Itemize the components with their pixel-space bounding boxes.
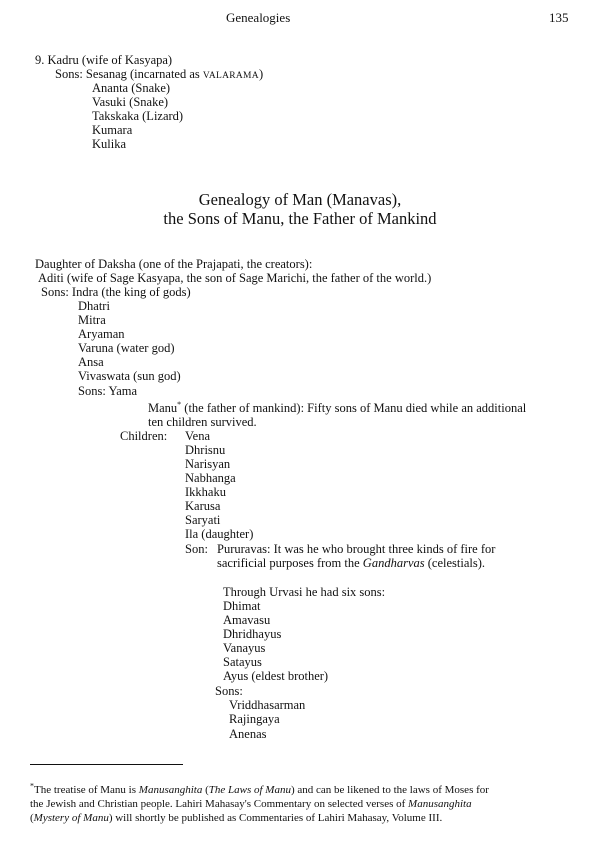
page-number: 135	[549, 10, 569, 25]
pururavas-line2-suffix: (celestials).	[424, 556, 485, 570]
pururavas-line2	[217, 556, 485, 570]
kadru-son: Takskaka (Lizard)	[92, 109, 184, 123]
running-header-title: Genealogies	[226, 10, 291, 25]
aditi-son: Dhatri	[78, 299, 110, 313]
footnote-marker: *	[177, 399, 182, 409]
urvasi-son: Vanayus	[223, 641, 266, 655]
footnote-line2	[30, 797, 590, 811]
son-label: Son:	[185, 542, 208, 556]
urvasi-son: Dhimat	[223, 599, 261, 613]
urvasi-son: Amavasu	[223, 613, 271, 627]
footnote-text: ) and can be likened to the laws of Moses for	[290, 784, 489, 796]
footnote-divider	[30, 764, 183, 765]
manu-child: Nabhanga	[185, 471, 236, 485]
manu-name: Manu	[148, 401, 178, 415]
ayus-son: Anenas	[229, 727, 267, 741]
urvasi-son: Ayus (eldest brother)	[223, 669, 329, 683]
manu-desc: (the father of mankind): Fifty sons of Manu died while an additional	[181, 401, 527, 415]
footnote-italic: Mystery of Manu	[33, 812, 109, 824]
kadru-sons-suffix: )	[258, 67, 264, 81]
ayus-son: Rajingaya	[229, 712, 280, 726]
aditi-son: Ansa	[78, 355, 104, 369]
footnote-line3	[30, 811, 590, 825]
footnote-text: the Jewish and Christian people. Lahiri Mahasay's Commentary on selected verses of	[30, 798, 409, 810]
manu-child: Vena	[185, 429, 210, 443]
urvasi-intro: Through Urvasi he had six sons:	[223, 585, 386, 599]
children-label: Children:	[120, 429, 168, 443]
daksha-line: Daughter of Daksha (one of the Prajapati, the creators):	[35, 257, 313, 271]
urvasi-son: Dhridhayus	[223, 627, 282, 641]
manu-child: Narisyan	[185, 457, 231, 471]
ayus-sons-label: Sons:	[215, 684, 243, 698]
aditi-son: Aryaman	[78, 327, 125, 341]
footnote-text: The treatise of Manu is	[34, 784, 139, 796]
gandharvas-italic: Gandharvas	[362, 556, 425, 570]
ayus-son: Vriddhasarman	[229, 698, 306, 712]
footnote-paren: (	[30, 812, 34, 824]
footnote-italic: The Laws of Manu	[208, 784, 291, 796]
kadru-son: Kulika	[92, 137, 127, 151]
aditi-son: Mitra	[78, 313, 106, 327]
kadru-son: Kumara	[92, 123, 133, 137]
footnote-italic: Manusanghita	[408, 798, 472, 810]
footnote-text: (	[202, 784, 209, 796]
manu-child: Karusa	[185, 499, 221, 513]
kadru-sons-prefix: Sons: Sesanag (incarnated as	[55, 67, 203, 81]
manu-line2: ten children survived.	[148, 415, 257, 429]
manu-line1	[148, 401, 526, 415]
footnote-line1	[30, 783, 590, 797]
kadru-sons-small-caps: VALARAMA	[202, 71, 259, 81]
footnote-star: *	[30, 781, 34, 791]
manu-child: Ikkhaku	[185, 485, 226, 499]
manu-child: Saryati	[185, 513, 221, 527]
footnote-text: ) will shortly be published as Commentaries of Lahiri Mahasay, Volume III.	[108, 812, 443, 824]
aditi-line: Aditi (wife of Sage Kasyapa, the son of Sage Marichi, the father of the world.)	[38, 271, 432, 285]
section-title-line2: the Sons of Manu, the Father of Mankind	[163, 209, 437, 228]
section-title-line1: Genealogy of Man (Manavas),	[198, 190, 402, 209]
urvasi-son: Satayus	[223, 655, 262, 669]
pururavas-line2-prefix: sacrificial purposes from the	[217, 556, 363, 570]
aditi-sons-first: Sons: Indra (the king of gods)	[41, 285, 191, 299]
aditi-son: Vivaswata (sun god)	[78, 369, 181, 383]
kadru-son: Vasuki (Snake)	[92, 95, 169, 109]
kadru-son: Ananta (Snake)	[92, 81, 171, 95]
manu-child: Dhrisnu	[185, 443, 226, 457]
aditi-son: Varuna (water god)	[78, 341, 175, 355]
footnote-italic: Manusanghita	[138, 784, 203, 796]
manu-child: Ila (daughter)	[185, 527, 254, 541]
kadru-heading: 9. Kadru (wife of Kasyapa)	[35, 53, 173, 67]
pururavas-line1: Pururavas: It was he who brought three kinds of fire for	[217, 542, 496, 556]
vivaswata-sons-line: Sons: Yama	[78, 384, 138, 398]
